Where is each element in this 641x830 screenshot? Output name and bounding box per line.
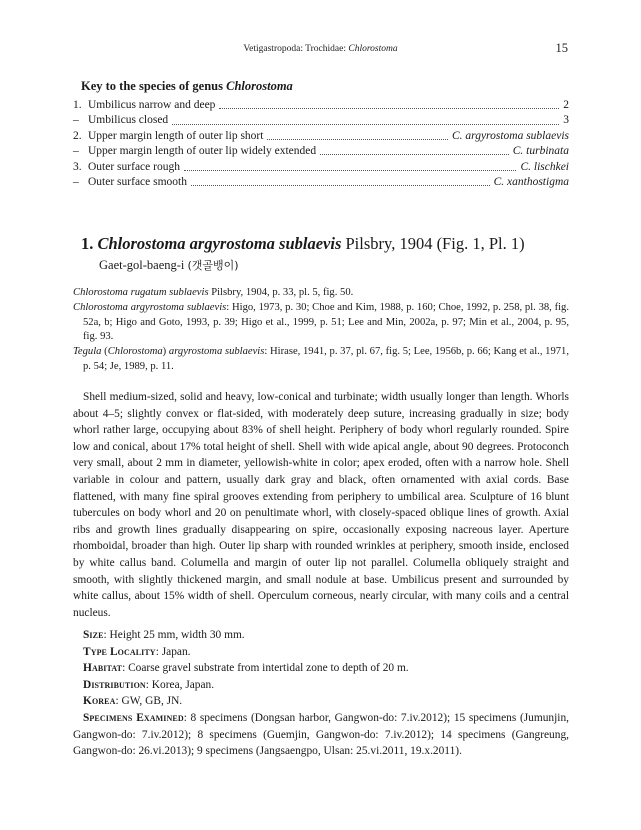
key-target: C. argyrostoma sublaevis	[451, 129, 569, 142]
key-target: C. lischkei	[520, 160, 569, 173]
key-row	[73, 113, 569, 128]
dot-leader	[219, 108, 559, 109]
key-target: C. turbinata	[512, 145, 569, 158]
key-text: Umbilicus closed	[88, 114, 169, 127]
synonym-name: Chlorostoma rugatum sublaevis	[73, 287, 209, 298]
korean-name-hangul: (갯골뱅이)	[187, 259, 239, 272]
page-number: 15	[555, 41, 568, 55]
running-head-text: Vetigastropoda: Trochidae:	[243, 44, 349, 54]
synonym-entry: Tegula (Chlorostoma) argyrostoma sublaevis: Hirase, 1941, p. 37, pl. 67, fig. 5; Lee, 1956b, p. 66; Kang et al., 1971, p. 54; Je, 1989, p. 11.	[73, 346, 570, 372]
detail-korea	[73, 693, 569, 710]
detail-specimens-examined	[73, 710, 569, 760]
running-head	[0, 44, 641, 54]
synonym-epithet: argyrostoma sublaevis	[168, 346, 265, 357]
key-target: 3	[563, 114, 569, 127]
dot-leader	[191, 185, 490, 186]
korean-name-romanized: Gaet-gol-baeng-i	[99, 258, 188, 272]
detail-value: : Height 25 mm, width 30 mm.	[103, 629, 245, 641]
dot-leader	[320, 154, 509, 155]
detail-label: Specimens Examined	[83, 711, 184, 724]
synonym-citations: : Hirase, 1941, p. 37, pl. 67, fig. 5; Lee, 1956b, p. 66; Kang et al., 1971, p. 54; Je, 1989, p. 11.	[83, 346, 570, 372]
shell-description: Shell medium-sized, solid and heavy, low-conical and turbinate; width usually longer than length. Whorls about 4–5; slightly convex or flat-sided, with moderately deep suture, increasing gradually in size; body whorl rather large, occupying about 83% of shell height. Periphery of body whorl regularly rounded. Spire low and conical, about 17% total height of shell. Shell with wide apical angle, about 90 degrees. Protoconch very small, about 2 mm in diameter, yellowish-white in color; apex eroded, often with a narrow hole. Shell variable in colour and pattern, usually dark gray and black, often ornamented with axial cords. Base flattened, with many fine spiral grooves extending from periphery to umbilical area. Sculpture of 16 blunt tubercules on body whorl and 20 on penultimate whorl, with closely-spaced oblique lines of growth. Axial ribs and growth lines gradually disappearing on spire, occasionally exposing nacreous layer. Aperture rhomboidal, broader than high. Outer lip sharp with rounded wrinkles at periphery, smooth inside, enclosed by white callus band. Columella and margin of outer lip not parallel. Columella obliquely straight and smooth, with slightly thickened margin, and small nodule at base. Umbilicus present and surrounded by white callus, about 15% width of shell. Operculum corneous, nearly circular, with many coils and a central nucleus.	[73, 391, 569, 619]
dot-leader	[184, 170, 516, 171]
species-number: 1.	[81, 234, 94, 253]
key-marker: 3.	[73, 160, 82, 173]
key-row	[73, 175, 569, 190]
synonym-subgenus: Chlorostoma	[107, 346, 163, 357]
detail-habitat	[73, 660, 569, 677]
synonym-genus: Tegula	[73, 346, 102, 357]
detail-label: Habitat	[83, 662, 123, 675]
dot-leader	[172, 124, 559, 125]
synonym-citations: : Higo, 1973, p. 30; Choe and Kim, 1988, p. 160; Choe, 1992, p. 258, pl. 38, fig. 52a, b; Higo and Goto, 1993, p. 39; Higo et al., 1999, p. 51; Lee and Min, 2002a, p. 97; Min et al., 2004, p. 95, fig. 93.	[83, 302, 569, 342]
detail-label: Korea	[83, 695, 116, 708]
key-target: 2	[563, 99, 569, 111]
key-title-text: Key to the species of genus	[81, 79, 227, 93]
detail-label: Type Locality	[83, 645, 156, 658]
synonym-entry	[73, 301, 569, 345]
key-text: Outer surface smooth	[88, 175, 187, 188]
key-marker: –	[73, 145, 79, 158]
synonym-name: Chlorostoma argyrostoma sublaevis	[73, 302, 227, 313]
synonym-entry	[73, 286, 569, 301]
detail-label: Size	[83, 629, 104, 641]
running-head-genus: Chlorostoma	[348, 44, 398, 54]
synonymy-list	[73, 286, 569, 375]
species-details	[73, 627, 569, 760]
key-text: Outer surface rough	[88, 160, 180, 173]
detail-type-locality	[73, 644, 569, 661]
species-heading	[81, 234, 525, 254]
species-authority: Pilsbry, 1904 (Fig. 1, Pl. 1)	[341, 234, 525, 253]
detail-value: : Korea, Japan.	[145, 678, 215, 691]
key-text: Upper margin length of outer lip widely extended	[88, 145, 317, 158]
detail-value: : 8 specimens (Dongsan harbor, Gangwon-do: 7.iv.2012); 15 specimens (Jumunjin, Gangwon-do: 7.iv.2012); 8 specimens (Guemjin, Gangwon-do: 7.iv.2012); 14 specimens (Gangreung, Gangwon-do: 26.vi.2013); 9 specimens (Jangsaengpo, Ulsan: 25.vi.2011, 19.x.2011).	[73, 711, 569, 758]
key-row	[73, 144, 569, 159]
key-marker: –	[73, 175, 79, 188]
key-row	[73, 129, 569, 144]
key-marker: 1.	[73, 99, 82, 111]
detail-value: : Coarse gravel substrate from intertidal zone to depth of 20 m.	[122, 662, 409, 675]
key-marker: –	[73, 114, 79, 127]
detail-distribution	[73, 677, 569, 694]
key-row	[73, 160, 569, 175]
key-text: Umbilicus narrow and deep	[88, 99, 216, 111]
key-title-genus: Chlorostoma	[226, 79, 293, 93]
korean-name	[99, 257, 239, 273]
detail-label: Distribution	[83, 678, 146, 691]
key-title	[81, 79, 293, 94]
species-name: Chlorostoma argyrostoma sublaevis	[97, 234, 342, 253]
identification-key	[73, 98, 569, 190]
dot-leader	[267, 139, 448, 140]
key-marker: 2.	[73, 129, 82, 142]
key-row	[73, 98, 569, 113]
synonym-citations: Pilsbry, 1904, p. 33, pl. 5, fig. 50.	[208, 287, 354, 298]
detail-value: : Japan.	[155, 645, 191, 658]
key-text: Upper margin length of outer lip short	[88, 129, 264, 142]
key-target: C. xanthostigma	[493, 175, 569, 188]
detail-size	[73, 627, 569, 644]
detail-value: : GW, GB, JN.	[115, 695, 183, 708]
